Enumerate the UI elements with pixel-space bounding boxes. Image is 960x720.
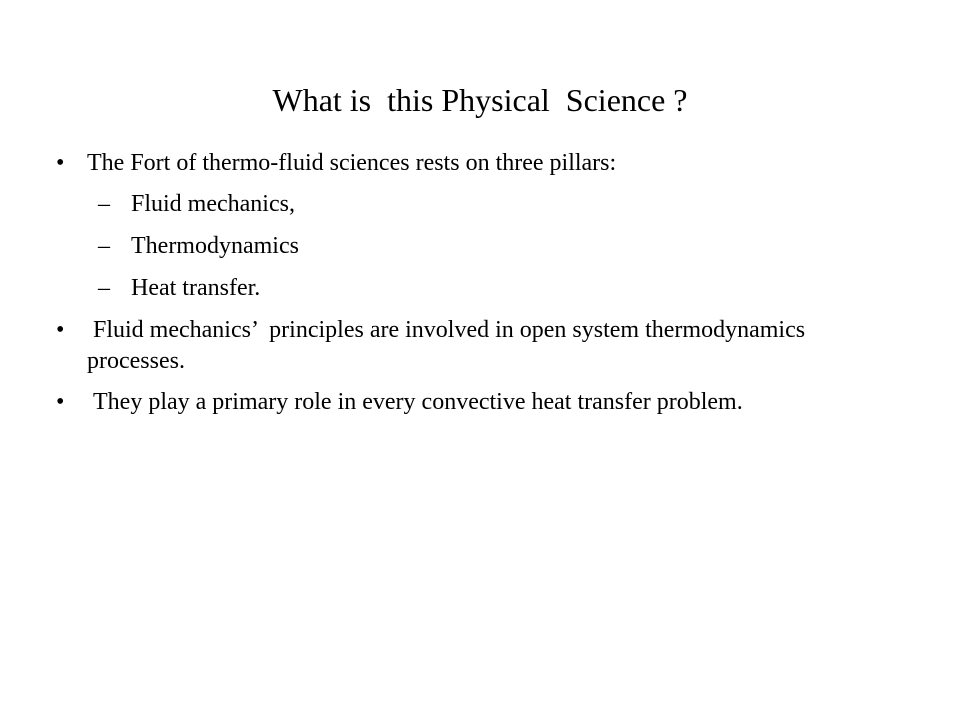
sub-bullet-text: Heat transfer.: [131, 275, 261, 301]
bullet-item: [0, 315, 960, 377]
bullet-item: [0, 387, 960, 418]
bullet-text: They play a primary role in every convective heat transfer problem.: [87, 389, 743, 415]
bullet-text: The Fort of thermo-fluid sciences rests on three pillars:: [87, 150, 617, 176]
sub-bullet-item: [0, 189, 960, 220]
bullet-text: Fluid mechanics’ principles are involved in open system thermodynamics processes.: [87, 317, 812, 374]
sub-bullet-marker: –: [98, 233, 110, 259]
bullet-marker: •: [56, 317, 65, 343]
slide-title: What is this Physical Science ?: [272, 82, 688, 118]
slide-body: [0, 148, 960, 428]
bullet-marker: •: [56, 389, 65, 415]
sub-bullet-item: [0, 231, 960, 262]
bullet-item: [0, 148, 960, 179]
bullet-marker: •: [56, 150, 65, 176]
sub-bullet-item: [0, 273, 960, 304]
sub-bullet-marker: –: [98, 275, 110, 301]
sub-bullet-text: Fluid mechanics,: [131, 191, 295, 217]
sub-bullet-text: Thermodynamics: [131, 233, 299, 259]
sub-bullet-marker: –: [98, 191, 110, 217]
